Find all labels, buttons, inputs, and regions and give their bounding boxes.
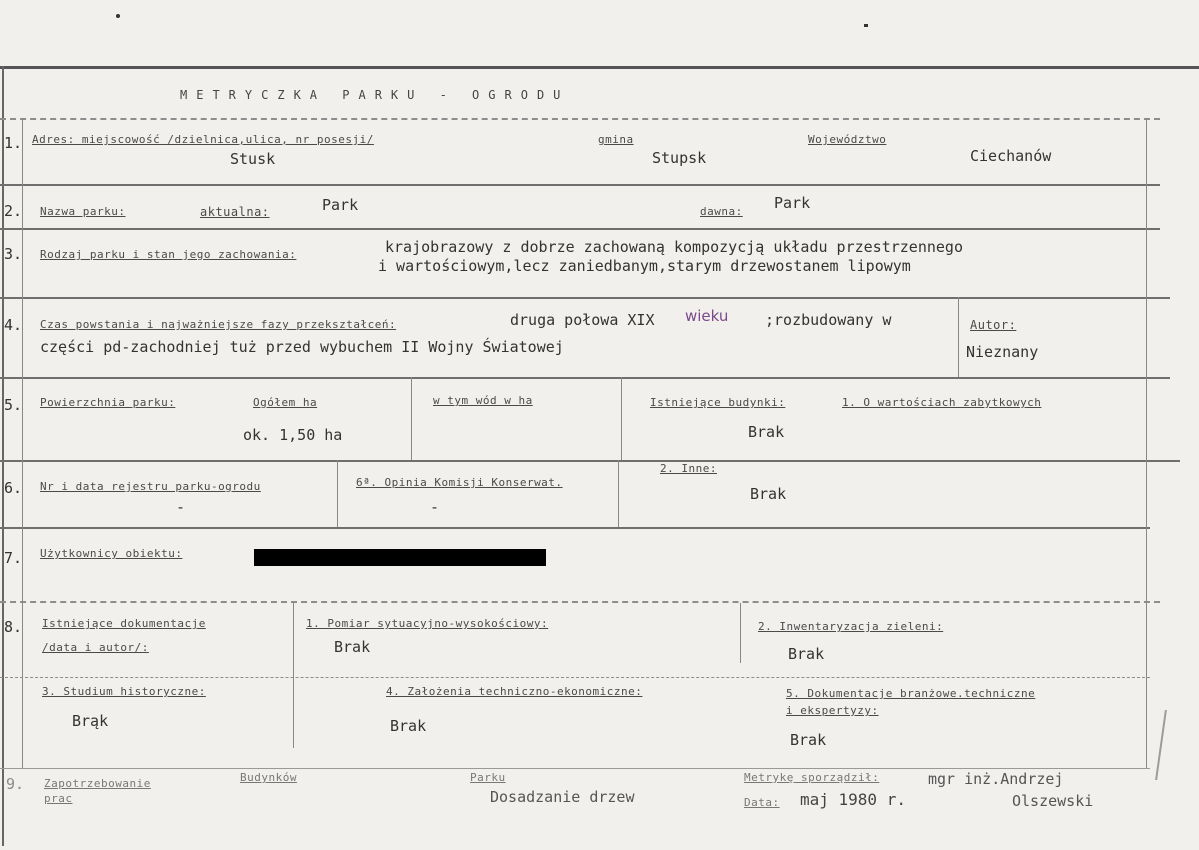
row-number: 6.	[4, 479, 23, 497]
other-buildings-value: Brak	[750, 485, 787, 503]
row-number: 4.	[4, 316, 23, 334]
branch-docs-label-2: i ekspertyzy:	[786, 704, 879, 717]
current-name-label: aktualna:	[200, 205, 270, 219]
compiled-by-label: Metrykę sporządził:	[744, 771, 880, 784]
address-label: Adres: miejscowość /dzielnica,ulica, nr posesji/	[32, 133, 374, 146]
area-total-value: ok. 1,50 ha	[243, 426, 343, 444]
history-phases-line-1a: druga połowa XIX	[510, 311, 655, 329]
voivodeship-label: Województwo	[808, 133, 887, 146]
gmina-value: Stupsk	[652, 149, 707, 167]
gmina-label: gmina	[598, 133, 634, 146]
row-number: 7.	[4, 549, 23, 567]
row-divider	[0, 377, 1170, 379]
area-label: Powierzchnia parku:	[40, 396, 176, 409]
row-number: 2.	[4, 202, 23, 220]
other-buildings-label: 2. Inne:	[660, 462, 717, 475]
author-label: Autor:	[970, 318, 1017, 332]
row-divider	[0, 184, 1160, 186]
row-divider	[0, 601, 1160, 603]
water-area-label: w tym wód w ha	[433, 394, 533, 407]
compiled-by-name-2: Olszewski	[1012, 792, 1094, 810]
history-phases-label: Czas powstania i najważniejsze fazy przekształceń:	[40, 318, 397, 331]
former-name-value: Park	[774, 194, 811, 212]
cell-divider	[337, 460, 338, 527]
history-phases-line-2: części pd-zachodniej tuż przed wybuchem II Wojny Światowej	[40, 338, 564, 356]
voivodeship-value: Ciechanów	[970, 147, 1052, 165]
register-label: Nr i data rejestru parku-ogrodu	[40, 480, 261, 493]
park-works-label: Parku	[470, 771, 506, 784]
ink-speck	[864, 24, 868, 27]
date-label: Data:	[744, 796, 780, 809]
row-divider	[0, 297, 1170, 299]
historical-study-value: Brąk	[72, 712, 109, 730]
frame-top-line	[0, 66, 1199, 69]
current-name-value: Park	[322, 196, 359, 214]
historic-buildings-label: 1. O wartościach zabytkowych	[842, 396, 1042, 409]
needs-label-2: prac	[44, 792, 73, 805]
row-number: 1.	[4, 134, 23, 152]
cell-divider	[740, 603, 741, 663]
area-total-label: Ogółem ha	[253, 396, 318, 409]
tech-econ-value: Brak	[390, 717, 427, 735]
users-label: Użytkownicy obiektu:	[40, 547, 183, 560]
historic-buildings-value: Brak	[748, 423, 785, 441]
conservation-opinion-value: -	[430, 498, 440, 516]
cell-divider	[621, 377, 622, 460]
row-divider	[0, 118, 1160, 120]
buildings-works-label: Budynków	[240, 771, 297, 784]
address-value: Stusk	[230, 150, 276, 168]
row-number: 9.	[6, 775, 25, 793]
row-divider	[0, 527, 1150, 529]
park-type-line-1: krajobrazowy z dobrze zachowaną kompozycją układu przestrzennego	[385, 238, 963, 256]
row-number: 5.	[4, 396, 23, 414]
margin-scribble	[1155, 710, 1179, 780]
park-type-label: Rodzaj parku i stan jego zachowania:	[40, 248, 297, 261]
former-name-label: dawna:	[700, 205, 743, 218]
register-value: -	[176, 498, 186, 516]
handwritten-word: wieku	[685, 307, 729, 325]
row-divider	[0, 768, 1150, 769]
number-column-line	[22, 118, 23, 768]
inventory-value: Brak	[788, 645, 825, 663]
buildings-label: Istniejące budynki:	[650, 396, 786, 409]
tech-econ-label: 4. Założenia techniczno-ekonomiczne:	[386, 685, 643, 698]
frame-right-line	[1146, 118, 1147, 768]
park-type-line-2: i wartościowym,lecz zaniedbanym,starym drzewostanem lipowym	[378, 257, 911, 275]
row-divider	[0, 677, 1150, 678]
survey-label: 1. Pomiar sytuacyjno-wysokościowy:	[306, 617, 549, 630]
frame-left-line	[2, 66, 4, 846]
date-value: maj 1980 r.	[800, 790, 906, 809]
redaction-bar	[254, 549, 546, 566]
row-number: 3.	[4, 245, 23, 263]
documentation-label: Istniejące dokumentacje	[42, 617, 206, 630]
row-divider	[0, 228, 1160, 230]
page-title: METRYCZKA PARKU - OGRODU	[180, 88, 570, 102]
needs-label: Zapotrzebowanie	[44, 777, 151, 790]
row-divider	[0, 460, 1180, 462]
compiled-by-name-1: mgr inż.Andrzej	[928, 770, 1064, 788]
row-number: 8.	[4, 618, 23, 636]
cell-divider	[618, 460, 619, 527]
cell-divider	[958, 297, 959, 377]
history-phases-line-1b: ;rozbudowany w	[765, 311, 892, 329]
park-name-label: Nazwa parku:	[40, 205, 126, 218]
historical-study-label: 3. Studium historyczne:	[42, 685, 206, 698]
branch-docs-value: Brak	[790, 731, 827, 749]
park-works-value: Dosadzanie drzew	[490, 788, 635, 806]
documentation-label-2: /data i autor/:	[42, 641, 149, 654]
inventory-label: 2. Inwentaryzacja zieleni:	[758, 620, 944, 633]
author-value: Nieznany	[966, 343, 1039, 361]
survey-value: Brak	[334, 638, 371, 656]
ink-speck	[116, 14, 120, 18]
cell-divider	[293, 603, 294, 748]
branch-docs-label: 5. Dokumentacje branżowe.techniczne	[786, 687, 1036, 700]
conservation-opinion-label: 6ª. Opinia Komisji Konserwat.	[356, 476, 563, 489]
cell-divider	[411, 377, 412, 460]
